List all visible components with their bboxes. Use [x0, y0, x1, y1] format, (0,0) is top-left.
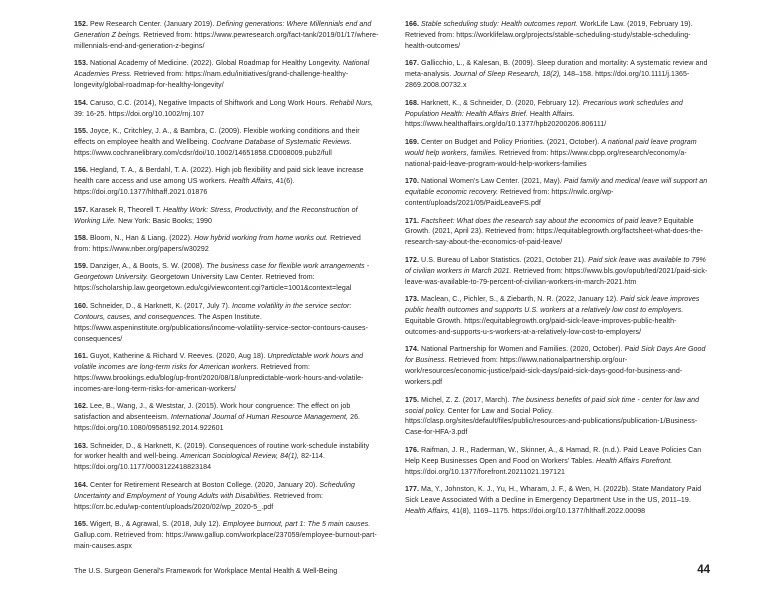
reference-text: 39: 16-25. https://doi.org/10.1002/rnj.107	[74, 110, 205, 118]
reference-text: Retrieved from: https://nwlc.org/wp-content/uploads/2021/05/PaidLeaveFS.pdf	[405, 189, 614, 208]
reference-entry	[74, 352, 379, 396]
reference-text: Center for Law and Social Policy. https://clasp.org/sites/default/files/public/resources-and-publications/publication-1/Business-Case-for-HFA-3.pdf	[405, 407, 698, 437]
reference-entry	[405, 345, 710, 389]
reference-entry	[74, 262, 379, 295]
reference-entry	[405, 396, 710, 440]
reference-text: Gallicchio, L., & Kalesan, B. (2009). Sleep duration and mortality: A systematic review and meta-analysis.	[405, 60, 708, 79]
reference-text: National Partnership for Women and Families. (2020, October).	[419, 346, 625, 354]
reference-text: Joyce, K., Critchley, J. A., & Bambra, C. (2009). Flexible working conditions and their effects on employee health and Wellbeing.	[74, 128, 360, 146]
reference-number: 160.	[74, 302, 88, 310]
reference-entry	[74, 442, 379, 475]
reference-number: 156.	[74, 167, 88, 175]
reference-number: 161.	[74, 353, 88, 360]
reference-entry	[405, 138, 710, 171]
reference-entry	[405, 20, 710, 53]
reference-entry	[74, 481, 379, 514]
reference-text: Harknett, K., & Schneider, D. (2020, February 12).	[419, 99, 583, 107]
reference-entry	[405, 59, 710, 92]
reference-title-italic: Paid sick leave improves public health outcomes and supports U.S. workers at a relatively low cost to employers.	[405, 296, 700, 315]
reference-title-italic: Cochrane Database of Systematic Reviews.	[211, 138, 352, 146]
reference-text: The Aspen Institute. https://www.aspeninstitute.org/publications/income-volatility-service-sector-contours-causes-consequences/	[74, 313, 369, 343]
reference-entry	[74, 127, 379, 160]
reference-text: Raifman, J. R., Raderman, W., Skinner, A., & Hamad, R. (n.d.). Paid Leave Policies Can Help Keep Businesses Open and Food on Workers' Tables.	[405, 446, 702, 465]
reference-text: Michel, Z. Z. (2017, March).	[419, 396, 512, 404]
reference-text: Ma, Y., Johnston, K. J., Yu, H., Wharam, J. F., & Wen, H. (2022b). State Mandatory Paid Sick Leave Associated With a Decline in Emergency Department Use in the US, 2011–19.	[405, 486, 702, 505]
reference-number: 157.	[74, 206, 88, 214]
footer-page-number: 44	[697, 564, 710, 576]
reference-text: Center for Retirement Research at Boston College. (2020, January 20).	[88, 481, 320, 489]
reference-title-italic: The business case for flexible work arrangements - Georgetown University.	[74, 263, 370, 282]
reference-text: Retrieved from: https://www.cbpp.org/research/economy/a-national-paid-leave-program-would-help-workers-families	[405, 149, 687, 168]
reference-text: Retrieved from: https://nam.edu/initiatives/grand-challenge-healthy-longevity/global-roadmap-for-healthy-longevity/	[74, 71, 349, 90]
reference-title-italic: Rehabil Nurs,	[329, 99, 374, 107]
reference-entry	[74, 402, 379, 435]
reference-text: Pew Research Center. (January 2019).	[88, 21, 217, 28]
reference-text: Caruso, C.C. (2014), Negative Impacts of Shiftwork and Long Work Hours.	[88, 99, 330, 107]
reference-title-italic: How hybrid working from home works out.	[194, 235, 329, 243]
reference-text: Retrieved from: https://www.nationalpartnership.org/our-work/resources/economic-justice/paid-sick-days/paid-sick-days-good-for-business-and-workers.pdf	[405, 357, 683, 387]
reference-text: Guyot, Katherine & Richard V. Reeves. (2020, Aug 18).	[88, 353, 268, 360]
reference-text: Hegland, T. A., & Berdahl, T. A. (2022). High job flexibility and paid sick leave increase health care access and use among US workers.	[74, 167, 364, 186]
reference-title-italic: A national paid leave program would help workers, families.	[405, 138, 697, 157]
reference-text: Retrieved from: https://crr.bc.edu/wp-content/uploads/2020/02/wp_2020-5_.pdf	[74, 492, 324, 511]
reference-text: Karasek R, Theorell T.	[88, 206, 164, 214]
reference-title-italic: Unpredictable work hours and volatile incomes are long-term risks for American workers.	[74, 353, 364, 371]
reference-number: 171.	[405, 217, 419, 225]
reference-entry	[405, 177, 710, 210]
reference-number: 174.	[405, 346, 419, 354]
reference-text: 41(8), 1169–1175. https://doi.org/10.1377/hlthaff.2022.00098	[450, 507, 646, 515]
reference-title-italic: Health Affairs Forefront.	[596, 457, 673, 465]
reference-entry	[74, 59, 379, 92]
footer-document-title: The U.S. Surgeon General's Framework for Workplace Mental Health & Well-Being	[74, 567, 338, 575]
reference-text: https://doi.org/10.1377/forefront.20211021.197121	[405, 468, 566, 476]
reference-text: 82-114. https://doi.org/10.1177/0003122418823184	[74, 453, 325, 472]
reference-title-italic: International Journal of Human Resource Management,	[170, 414, 349, 422]
reference-text: Equitable Growth. (2021, April 23). Retrieved from: https://equitablegrowth.org/factsheet-what-does-the-research-say-about-the-economics-of-paid-leave/	[405, 217, 704, 247]
reference-text: National Academy of Medicine. (2022). Global Roadmap for Healthy Longevity.	[88, 60, 343, 68]
reference-text: Bloom, N., Han & Liang. (2022).	[88, 235, 195, 243]
reference-text: Health Affairs. https://www.healthaffairs.org/do/10.1377/hpb20200206.806111/	[405, 110, 607, 129]
reference-columns	[74, 20, 710, 550]
reference-entry	[405, 295, 710, 339]
reference-text: WorkLife Law. (2019, February 19). Retrieved from: https://worklifelaw.org/projects/stable-scheduling-study/stable-scheduling-health-outcomes/	[405, 21, 693, 50]
reference-entry	[74, 206, 379, 228]
reference-title-italic: Health Affairs,	[405, 507, 451, 515]
reference-text: Maclean, C., Pichler, S., & Ziebarth, N. R. (2022, January 12).	[419, 296, 621, 304]
reference-entry	[74, 520, 379, 553]
reference-title-italic: Defining generations: Where Millennials end and Generation Z beings.	[74, 21, 372, 39]
reference-title-italic: Factsheet: What does the research say about the economics of paid leave?	[421, 217, 662, 225]
reference-number: 164.	[74, 481, 88, 489]
reference-number: 155.	[74, 128, 88, 136]
reference-number: 177.	[405, 486, 419, 494]
reference-text: Center on Budget and Policy Priorities. (2021, October).	[419, 138, 602, 146]
reference-number: 153.	[74, 60, 88, 68]
reference-entry	[74, 302, 379, 346]
reference-text: Wigert, B., & Agrawal, S. (2018, July 12).	[88, 521, 223, 529]
reference-text: Danziger, A., & Boots, S. W. (2008).	[88, 263, 207, 271]
reference-title-italic: The business benefits of paid sick time - center for law and social policy.	[405, 396, 700, 415]
reference-number: 168.	[405, 99, 419, 107]
reference-text: https://www.cochranelibrary.com/cdsr/doi/10.1002/14651858.CD008009.pub2/full	[74, 149, 332, 157]
reference-text: Retrieved from: https://www.pewresearch.org/fact-tank/2019/01/17/where-millennials-end-and-generation-z-begins/	[74, 31, 379, 50]
reference-title-italic: Employee burnout, part 1: The 5 main causes.	[222, 521, 371, 529]
reference-text: National Women's Law Center. (2021, May).	[419, 178, 564, 186]
reference-entry	[405, 99, 710, 132]
reference-title-italic: Paid Sick Days Are Good for Business.	[405, 346, 706, 365]
reference-number: 152.	[74, 21, 88, 28]
reference-text: Gallup.com. Retrieved from: https://www.gallup.com/workplace/237059/employee-burnout-part-main-causes.aspx	[74, 532, 377, 550]
reference-number: 163.	[74, 442, 88, 450]
reference-text: Georgetown University Law Center. Retrieved from: https://scholarship.law.georgetown.edu/cgi/viewcontent.cgi?article=1001&context=legal	[74, 274, 352, 293]
reference-number: 173.	[405, 296, 419, 304]
reference-title-italic: Health Affairs,	[228, 178, 274, 186]
right-column	[405, 20, 710, 530]
reference-number: 172.	[405, 256, 419, 264]
reference-number: 158.	[74, 235, 88, 243]
reference-number: 169.	[405, 138, 419, 146]
reference-entry	[74, 20, 379, 53]
reference-number: 170.	[405, 178, 419, 186]
reference-title-italic: National Academies Press.	[74, 60, 370, 79]
reference-text: Equitable Growth. https://equitablegrowth.org/paid-sick-leave-improves-public-health-outcomes-and-supports-u-s-workers-at-a-relatively-low-cost-to-employers/	[405, 318, 677, 336]
reference-title-italic: Stable scheduling study: Health outcomes report.	[421, 21, 578, 28]
reference-title-italic: Journal of Sleep Research, 18(2),	[453, 71, 562, 79]
reference-number: 154.	[74, 99, 88, 107]
reference-number: 176.	[405, 446, 419, 454]
reference-entry	[405, 446, 710, 479]
reference-entry	[405, 256, 710, 289]
reference-number: 159.	[74, 263, 88, 271]
reference-text: 26. https://doi.org/10.1080/09585192.2014.922601	[74, 414, 361, 433]
reference-title-italic: American Sociological Review, 84(1),	[180, 453, 300, 461]
reference-title-italic: Paid family and medical leave will support an equitable economic recovery.	[405, 178, 708, 197]
reference-text: 148–158. https://doi.org/10.1111/j.1365-2869.2008.00732.x	[405, 71, 690, 90]
reference-text: Retrieved from: https://www.bls.gov/opub/ted/2021/paid-sick-leave-was-available-to-79-percent-of-civilian-workers-in-march-2021.htm	[405, 267, 708, 286]
reference-entry	[74, 99, 379, 121]
reference-number: 165.	[74, 521, 88, 529]
reference-text: New York: Basic Books; 1990	[116, 217, 213, 225]
reference-text: U.S. Bureau of Labor Statistics. (2021, October 21).	[419, 256, 589, 264]
reference-text: 41(6). https://doi.org/10.1377/hlthaff.2021.01876	[74, 178, 295, 197]
reference-number: 167.	[405, 60, 419, 68]
reference-number: 166.	[405, 21, 419, 28]
reference-text: Retrieved from: https://www.brookings.edu/blog/up-front/2020/08/18/unpredictable-work-hours-and-volatile-incomes-are-long-term-risks-for-american-workers/	[74, 363, 364, 393]
reference-text: Schneider, D., & Harknett, K. (2017, July 7).	[88, 302, 232, 310]
reference-text: Schneider, D., & Harknett, K. (2019). Consequences of routine work-schedule instability for worker health and well-being.	[74, 442, 370, 461]
reference-title-italic: Scheduling Uncertainty and Employment of Young Adults with Disabilities.	[74, 481, 355, 500]
reference-text: Retrieved from: https://www.nber.org/papers/w30292	[74, 235, 361, 253]
left-column	[74, 20, 379, 550]
reference-title-italic: Paid sick leave was available to 79% of civilian workers in March 2021.	[405, 256, 706, 275]
reference-entry	[405, 217, 710, 250]
page-footer	[74, 564, 710, 576]
reference-number: 162.	[74, 403, 88, 411]
reference-title-italic: Healthy Work: Stress, Productivity, and the Reconstruction of Working Life.	[74, 206, 358, 225]
reference-entry	[405, 485, 710, 518]
reference-text: Lee, B., Wang, J., & Weststar, J. (2015). Work hour congruence: The effect on job satisfaction and absenteeism.	[74, 403, 351, 422]
reference-entry	[74, 234, 379, 256]
reference-entry	[74, 166, 379, 199]
reference-title-italic: Precarious work schedules and Population Health: Health Affairs Brief.	[405, 99, 683, 118]
reference-title-italic: Income volatility in the service sector: Contours, causes, and consequences.	[74, 302, 352, 321]
reference-number: 175.	[405, 396, 419, 404]
